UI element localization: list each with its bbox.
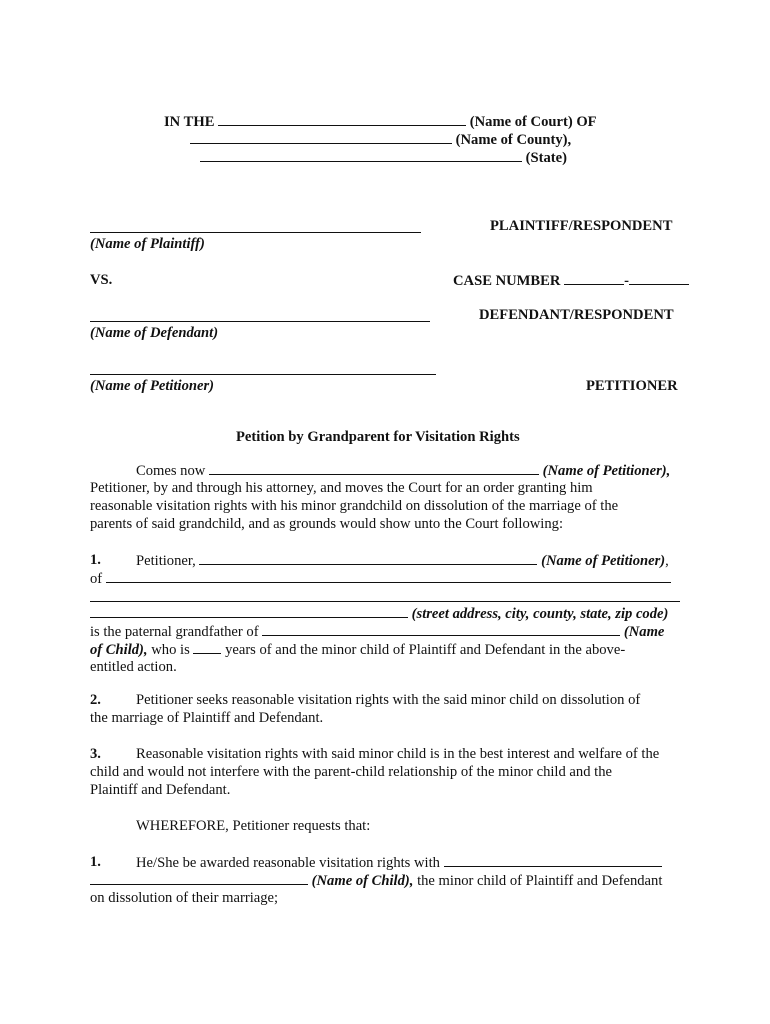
paragraph-2-number: 2.: [90, 692, 101, 708]
court-name-label: (Name of Court) OF: [469, 114, 597, 130]
paragraph-1-petitioner-label: (Name of Petitioner): [541, 553, 666, 569]
paragraph-1-who-is: who is: [151, 642, 190, 658]
intro-line-2: Petitioner, by and through his attorney, and moves the Court for an order granting him: [90, 480, 593, 496]
case-number-label: CASE NUMBER: [453, 273, 561, 289]
request-1-number: 1.: [90, 854, 101, 870]
court-header-prefix: IN THE: [164, 114, 215, 130]
paragraph-2-line-1: Petitioner seeks reasonable visitation rights with the said minor child on dissolution of: [136, 692, 641, 708]
paragraph-1-petitioner-blank[interactable]: [199, 551, 537, 565]
paragraph-1-comma: ,: [665, 553, 669, 569]
document-title: Petition by Grandparent for Visitation Rights: [236, 429, 520, 445]
county-name-label: (Name of County),: [455, 132, 572, 148]
intro-line-3: reasonable visitation rights with his minor grandchild on dissolution of the marriage of the: [90, 498, 619, 514]
state-name-label: (State): [525, 150, 567, 166]
intro-petitioner-blank[interactable]: [209, 461, 539, 475]
court-header-line-1: [164, 112, 597, 131]
court-header-line-2: [190, 130, 571, 149]
case-number-part-2-blank[interactable]: [629, 271, 689, 285]
petitioner-role: PETITIONER: [586, 378, 678, 394]
request-child-name-label: (Name of Child),: [311, 873, 414, 889]
defendant-label: (Name of Defendant): [90, 325, 219, 341]
request-1-line-3: on dissolution of their marriage;: [90, 890, 279, 906]
child-age-blank[interactable]: [193, 640, 221, 654]
paragraph-1-of: of: [90, 571, 103, 587]
plaintiff-name-blank[interactable]: [90, 232, 421, 233]
paragraph-3-number: 3.: [90, 746, 101, 762]
state-name-blank[interactable]: [200, 148, 522, 162]
request-child-name-blank-2[interactable]: [90, 871, 308, 885]
address-blank-line-3[interactable]: [90, 604, 408, 618]
paragraph-1-line-6: [90, 640, 625, 659]
paragraph-1-years-text: years of and the minor child of Plaintiff and Defendant in the above-: [225, 642, 626, 658]
plaintiff-label: (Name of Plaintiff): [90, 236, 205, 252]
child-name-label-start: (Name: [623, 624, 665, 640]
paragraph-3-line-2: child and would not interfere with the parent-child relationship of the minor child and the: [90, 764, 612, 780]
intro-line-4: parents of said grandchild, and as grounds would show unto the Court following:: [90, 516, 564, 532]
case-number-row: [453, 271, 689, 290]
paragraph-1-line-5: [90, 622, 664, 641]
paragraph-1-petitioner-text: Petitioner,: [136, 553, 196, 569]
intro-line-1: [136, 461, 670, 480]
request-1-line-1: [136, 853, 662, 872]
paragraph-1-line-7: entitled action.: [90, 659, 177, 675]
defendant-name-blank[interactable]: [90, 321, 430, 322]
petitioner-name-blank[interactable]: [90, 374, 436, 375]
intro-petitioner-label: (Name of Petitioner),: [542, 463, 671, 479]
plaintiff-role: PLAINTIFF/RESPONDENT: [490, 218, 673, 234]
paragraph-3-line-3: Plaintiff and Defendant.: [90, 782, 231, 798]
request-1-text: He/She be awarded reasonable visitation rights with: [136, 855, 440, 871]
wherefore-clause: WHEREFORE, Petitioner requests that:: [136, 818, 371, 834]
paragraph-1-line-1: [136, 551, 669, 570]
address-label: (street address, city, county, state, zip code): [411, 606, 669, 622]
intro-comes-now: Comes now: [136, 463, 206, 479]
child-name-blank[interactable]: [262, 622, 620, 636]
versus-label: VS.: [90, 272, 113, 288]
paragraph-2-line-2: the marriage of Plaintiff and Defendant.: [90, 710, 324, 726]
address-blank-line-2[interactable]: [90, 601, 680, 602]
paragraph-1-number: 1.: [90, 552, 101, 568]
case-number-separator: -: [624, 273, 629, 289]
case-number-part-1-blank[interactable]: [564, 271, 624, 285]
court-header-line-3: [200, 148, 567, 167]
request-1-minor-child-text: the minor child of Plaintiff and Defendant: [417, 873, 663, 889]
paragraph-1-grandfather-text: is the paternal grandfather of: [90, 624, 259, 640]
child-name-label-end: of Child),: [90, 642, 148, 658]
paragraph-1-line-2: [90, 569, 671, 588]
paragraph-1-line-4: [90, 604, 668, 623]
address-blank-line-1[interactable]: [106, 569, 671, 583]
request-child-name-blank-1[interactable]: [444, 853, 662, 867]
defendant-role: DEFENDANT/RESPONDENT: [479, 307, 674, 323]
court-name-blank[interactable]: [218, 112, 466, 126]
county-name-blank[interactable]: [190, 130, 452, 144]
paragraph-3-line-1: Reasonable visitation rights with said minor child is in the best interest and welfare of the: [136, 746, 660, 762]
petitioner-label: (Name of Petitioner): [90, 378, 215, 394]
request-1-line-2: [90, 871, 662, 890]
